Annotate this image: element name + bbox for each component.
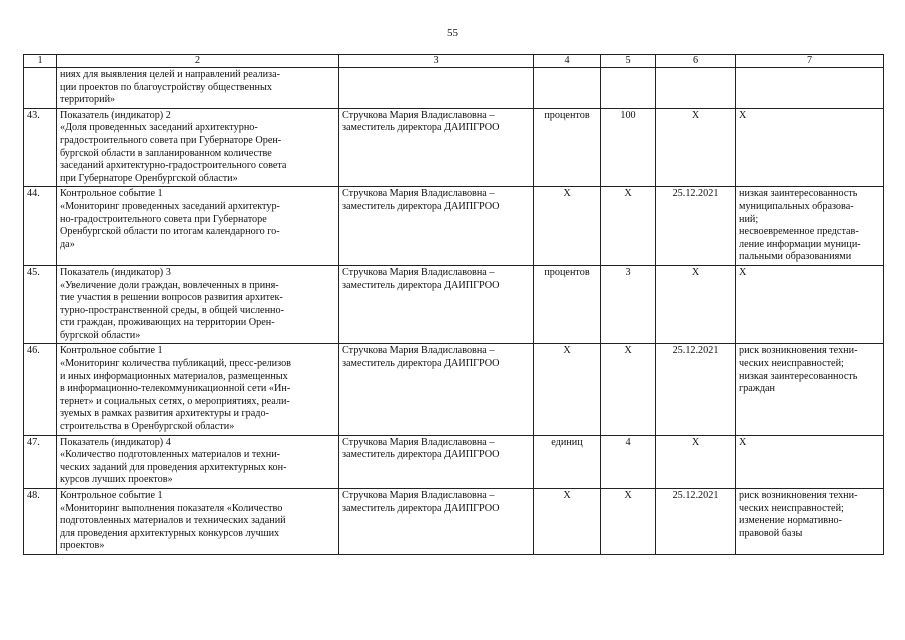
- description-line: при Губернаторе Оренбургской области»: [60, 172, 238, 184]
- description-line: бургской области в запланированном количестве: [60, 147, 272, 159]
- table-row: [24, 489, 884, 555]
- risk-line: низкая заинтересованность: [739, 188, 858, 200]
- responsible-line: заместитель директора ДАИПГРОО: [342, 358, 500, 370]
- description-line: Показатель (индикатор) 3: [60, 266, 171, 278]
- description-line: территорий»: [60, 94, 116, 106]
- responsible-line: Стручкова Мария Владиславовна –: [342, 345, 495, 357]
- row-value: 4: [601, 435, 656, 488]
- row-number: 46.: [24, 344, 57, 435]
- row-description: [57, 68, 339, 109]
- row-date: 25.12.2021: [656, 187, 736, 266]
- risk-line: правовой базы: [739, 527, 803, 539]
- description-line: «Увеличение доли граждан, вовлеченных в приня-: [60, 279, 279, 291]
- row-date: Х: [656, 108, 736, 187]
- description-line: тернет» и социальных сетях, о мероприятиях, реали-: [60, 395, 290, 407]
- row-responsible: [339, 68, 534, 109]
- row-risk: [736, 344, 884, 435]
- description-line: ции проектов по благоустройству общественных: [60, 81, 272, 93]
- plan-table: [23, 54, 884, 555]
- table-row: [24, 344, 884, 435]
- row-responsible: [339, 108, 534, 187]
- row-responsible: [339, 489, 534, 555]
- row-risk: [736, 435, 884, 488]
- header-row: [24, 55, 884, 68]
- description-line: да»: [60, 238, 75, 250]
- risk-line: риск возникновения техни-: [739, 490, 858, 501]
- row-date: [656, 68, 736, 109]
- row-risk: [736, 489, 884, 555]
- risk-line: муниципальных образова-: [739, 200, 854, 212]
- row-responsible: [339, 344, 534, 435]
- risk-line: риск возникновения техни-: [739, 345, 858, 357]
- row-unit: Х: [534, 187, 601, 266]
- description-line: курсов лучших проектов»: [60, 474, 173, 486]
- risk-line: Х: [739, 266, 747, 278]
- responsible-line: заместитель директора ДАИПГРОО: [342, 200, 500, 212]
- row-value: Х: [601, 489, 656, 555]
- description-line: зуемых в рамках развития архитектуры и градо-: [60, 408, 269, 420]
- row-number: 47.: [24, 435, 57, 488]
- responsible-line: Стручкова Мария Владиславовна –: [342, 109, 495, 121]
- description-line: Показатель (индикатор) 4: [60, 436, 171, 448]
- row-unit: единиц: [534, 435, 601, 488]
- col-header: 1: [24, 55, 57, 68]
- row-description: [57, 108, 339, 187]
- row-description: [57, 344, 339, 435]
- col-header: 4: [534, 55, 601, 68]
- risk-line: граждан: [739, 383, 775, 395]
- risk-line: несвоевременное представ-: [739, 226, 859, 238]
- row-number: 48.: [24, 489, 57, 555]
- risk-line: ний;: [739, 213, 759, 225]
- description-line: подготовленных материалов и технических заданий: [60, 515, 286, 527]
- description-line: «Количество подготовленных материалов и техни-: [60, 449, 281, 461]
- row-risk: [736, 265, 884, 344]
- responsible-line: заместитель директора ДАИПГРОО: [342, 502, 500, 514]
- risk-line: пальными образованиями: [739, 251, 852, 263]
- description-line: но-градостроительного совета при Губернаторе: [60, 213, 267, 225]
- row-date: Х: [656, 265, 736, 344]
- row-description: [57, 265, 339, 344]
- row-unit: процентов: [534, 265, 601, 344]
- row-description: [57, 489, 339, 555]
- description-line: строительства в Оренбургской области»: [60, 421, 235, 433]
- responsible-line: заместитель директора ДАИПГРОО: [342, 449, 500, 461]
- row-description: [57, 187, 339, 266]
- responsible-line: Стручкова Мария Владиславовна –: [342, 490, 495, 501]
- table-row: [24, 187, 884, 266]
- row-value: Х: [601, 344, 656, 435]
- col-header: 2: [57, 55, 339, 68]
- row-risk: [736, 187, 884, 266]
- description-line: «Мониторинг количества публикаций, пресс-релизов: [60, 358, 291, 370]
- row-responsible: [339, 187, 534, 266]
- description-line: Контрольное событие 1: [60, 188, 163, 200]
- row-value: Х: [601, 187, 656, 266]
- description-line: заседаний архитектурно-градостроительного совета: [60, 160, 287, 172]
- description-line: Оренбургской области по итогам календарного го-: [60, 226, 280, 238]
- description-line: «Доля проведенных заседаний архитектурно-: [60, 122, 258, 134]
- description-line: для проведения архитектурных конкурсов лучших: [60, 527, 280, 539]
- responsible-line: заместитель директора ДАИПГРОО: [342, 279, 500, 291]
- row-risk: [736, 68, 884, 109]
- risk-line: Х: [739, 436, 747, 448]
- row-description: [57, 435, 339, 488]
- row-number: 45.: [24, 265, 57, 344]
- description-line: турно-пространственной среды, в общей численно-: [60, 304, 284, 316]
- description-line: «Мониторинг проведенных заседаний архитектур-: [60, 200, 280, 212]
- row-date: 25.12.2021: [656, 489, 736, 555]
- risk-line: ческих неисправностей;: [739, 358, 844, 370]
- description-line: Контрольное событие 1: [60, 345, 163, 357]
- row-value: 3: [601, 265, 656, 344]
- row-unit: процентов: [534, 108, 601, 187]
- risk-line: Х: [739, 109, 747, 121]
- description-line: ческих заданий для проведения архитектурных кон-: [60, 461, 287, 473]
- table-row: [24, 435, 884, 488]
- risk-line: ческих неисправностей;: [739, 502, 844, 514]
- row-responsible: [339, 265, 534, 344]
- row-date: 25.12.2021: [656, 344, 736, 435]
- description-line: проектов»: [60, 540, 105, 552]
- row-value: [601, 68, 656, 109]
- responsible-line: Стручкова Мария Владиславовна –: [342, 266, 495, 278]
- table-row: [24, 265, 884, 344]
- row-unit: [534, 68, 601, 109]
- col-header: 6: [656, 55, 736, 68]
- row-responsible: [339, 435, 534, 488]
- col-header: 7: [736, 55, 884, 68]
- row-number: 44.: [24, 187, 57, 266]
- description-line: Показатель (индикатор) 2: [60, 109, 171, 121]
- row-unit: Х: [534, 489, 601, 555]
- description-line: ниях для выявления целей и направлений реализа-: [60, 69, 280, 80]
- row-number: [24, 68, 57, 109]
- responsible-line: заместитель директора ДАИПГРОО: [342, 122, 500, 134]
- risk-line: изменение нормативно-: [739, 515, 843, 527]
- description-line: сти граждан, проживающих на территории Орен-: [60, 317, 275, 329]
- responsible-line: Стручкова Мария Владиславовна –: [342, 188, 495, 200]
- description-line: в информационно-телекоммуникационной сети «Ин-: [60, 383, 291, 395]
- description-line: градостроительного совета при Губернаторе Орен-: [60, 134, 282, 146]
- row-value: 100: [601, 108, 656, 187]
- description-line: Контрольное событие 1: [60, 490, 163, 501]
- row-unit: Х: [534, 344, 601, 435]
- row-risk: [736, 108, 884, 187]
- row-number: 43.: [24, 108, 57, 187]
- table-row: [24, 108, 884, 187]
- responsible-line: Стручкова Мария Владиславовна –: [342, 436, 495, 448]
- description-line: тие участия в решении вопросов развития архитек-: [60, 292, 283, 304]
- page-number: 55: [447, 27, 458, 39]
- description-line: «Мониторинг выполнения показателя «Количество: [60, 502, 283, 514]
- col-header: 3: [339, 55, 534, 68]
- col-header: 5: [601, 55, 656, 68]
- continuation-row: [24, 68, 884, 109]
- description-line: бургской области»: [60, 329, 141, 341]
- row-date: Х: [656, 435, 736, 488]
- risk-line: ление информации муници-: [739, 238, 861, 250]
- risk-line: низкая заинтересованность: [739, 370, 858, 382]
- description-line: и иных информационных материалов, размещенных: [60, 370, 288, 382]
